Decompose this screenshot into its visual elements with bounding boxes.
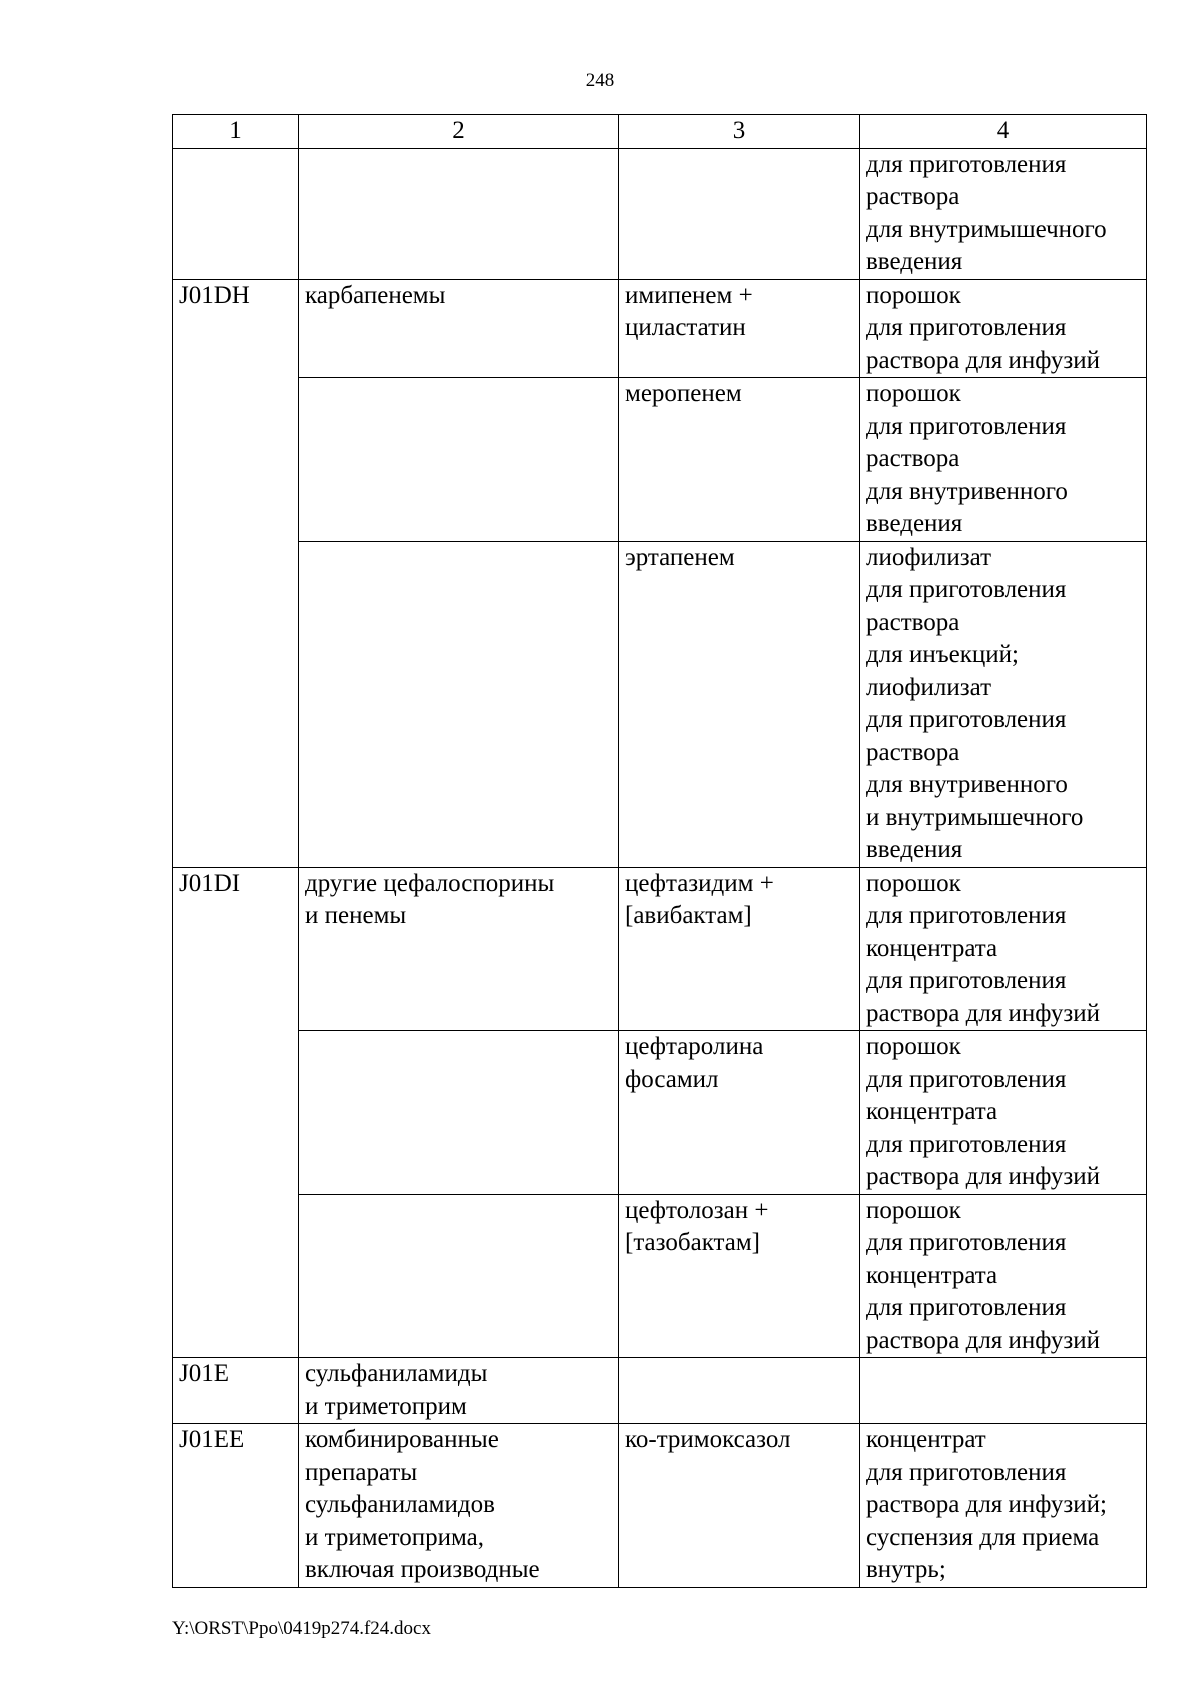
group-name-cell: карбапенемы bbox=[299, 279, 619, 378]
page-number: 248 bbox=[585, 70, 615, 91]
group-name-cell bbox=[299, 541, 619, 867]
atc-code-cell bbox=[173, 148, 299, 279]
column-header-2: 2 bbox=[299, 115, 619, 149]
inn-cell: ко-тримоксазол bbox=[619, 1424, 860, 1588]
group-name-cell bbox=[299, 1194, 619, 1358]
table-header-row bbox=[173, 115, 1147, 149]
inn-cell: имипенем + циластатин bbox=[619, 279, 860, 378]
footer-file-path: Y:\ORST\Ppo\0419p274.f24.docx bbox=[172, 1618, 431, 1639]
table-row bbox=[173, 867, 1147, 1031]
dosage-form-cell: порошок для приготовления раствора для внутривенного введения bbox=[860, 378, 1147, 542]
group-name-cell bbox=[299, 378, 619, 542]
dosage-form-cell: порошок для приготовления концентрата для приготовления раствора для инфузий bbox=[860, 867, 1147, 1031]
dosage-form-cell: лиофилизат для приготовления раствора для инъекций; лиофилизат для приготовления раствора для внутривенного и внутримышечного введения bbox=[860, 541, 1147, 867]
atc-code-cell: J01EE bbox=[173, 1424, 299, 1588]
group-name-cell: сульфаниламиды и триметоприм bbox=[299, 1358, 619, 1424]
inn-cell bbox=[619, 1358, 860, 1424]
atc-code-cell: J01DH bbox=[173, 279, 299, 867]
table-row bbox=[173, 279, 1147, 378]
table-row bbox=[173, 378, 1147, 542]
group-name-cell bbox=[299, 1031, 619, 1195]
inn-cell: цефтаролина фосамил bbox=[619, 1031, 860, 1195]
table-row bbox=[173, 148, 1147, 279]
group-name-cell bbox=[299, 148, 619, 279]
table-row bbox=[173, 1031, 1147, 1195]
dosage-form-cell: для приготовления раствора для внутримышечного введения bbox=[860, 148, 1147, 279]
dosage-form-cell bbox=[860, 1358, 1147, 1424]
inn-cell bbox=[619, 148, 860, 279]
column-header-3: 3 bbox=[619, 115, 860, 149]
inn-cell: цефтазидим + [авибактам] bbox=[619, 867, 860, 1031]
table-row bbox=[173, 1358, 1147, 1424]
inn-cell: цефтолозан + [тазобактам] bbox=[619, 1194, 860, 1358]
inn-cell: эртапенем bbox=[619, 541, 860, 867]
dosage-form-cell: концентрат для приготовления раствора для инфузий; суспензия для приема внутрь; bbox=[860, 1424, 1147, 1588]
group-name-cell: другие цефалоспорины и пенемы bbox=[299, 867, 619, 1031]
dosage-form-cell: порошок для приготовления раствора для инфузий bbox=[860, 279, 1147, 378]
column-header-4: 4 bbox=[860, 115, 1147, 149]
table-row bbox=[173, 1424, 1147, 1588]
table-row bbox=[173, 1194, 1147, 1358]
column-header-1: 1 bbox=[173, 115, 299, 149]
drug-classification-table bbox=[172, 114, 1147, 1588]
atc-code-cell: J01E bbox=[173, 1358, 299, 1424]
group-name-cell: комбинированные препараты сульфаниламидов и триметоприма, включая производные bbox=[299, 1424, 619, 1588]
table-row bbox=[173, 541, 1147, 867]
dosage-form-cell: порошок для приготовления концентрата для приготовления раствора для инфузий bbox=[860, 1031, 1147, 1195]
dosage-form-cell: порошок для приготовления концентрата для приготовления раствора для инфузий bbox=[860, 1194, 1147, 1358]
atc-code-cell: J01DI bbox=[173, 867, 299, 1358]
inn-cell: меропенем bbox=[619, 378, 860, 542]
